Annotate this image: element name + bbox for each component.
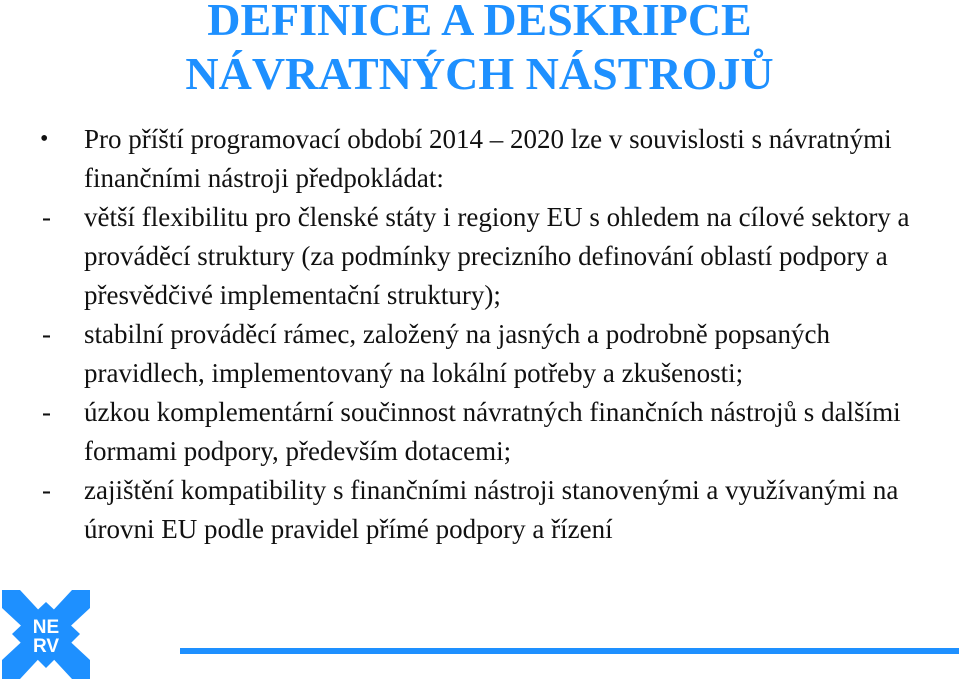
bullet-item-text: Pro příští programovací období 2014 – 2020 lze v souvislosti s návratnými finančními nástroji předpokládat: [84,124,892,193]
dash-item [0,471,959,549]
dash-item-text: úzkou komplementární součinnost návratných finančních nástrojů s dalšími formami podpory, především dotacemi; [84,397,901,466]
dash-item-text: stabilní prováděcí rámec, založený na jasných a podrobně popsaných pravidlech, implementovaný na lokální potřeby a zkušenosti; [84,319,830,388]
slide-title-line-1: DEFINICE A DESKRIPCE [207,0,752,45]
dash-item-text: větší flexibilitu pro členské státy i regiony EU s ohledem na cílové sektory a prováděcí struktury (za podmínky precizního definování oblastí podpory a přesvědčivé implementační struktury); [84,202,910,310]
logo-text-line-2: RV [32,636,60,657]
dash-marker: - [42,319,51,349]
dash-marker: - [42,397,51,427]
dash-item [0,393,959,471]
slide-content [0,120,959,549]
logo-text-line-1: NE [32,617,60,638]
bullet-item [0,120,959,198]
dash-marker: - [42,202,51,232]
nerv-logo-icon [0,588,92,681]
nerv-logo-svg [0,588,92,681]
slide-title-line-2: NÁVRATNÝCH NÁSTROJŮ [185,48,774,99]
bullet-marker: • [40,126,49,152]
dash-item-text: zajištění kompatibility s finančními nástroji stanovenými a využívanými na úrovni EU podle pravidel přímé podpory a řízení [84,475,899,544]
dash-marker: - [42,475,51,505]
dash-item [0,198,959,315]
dash-item [0,315,959,393]
footer-divider [180,648,959,654]
